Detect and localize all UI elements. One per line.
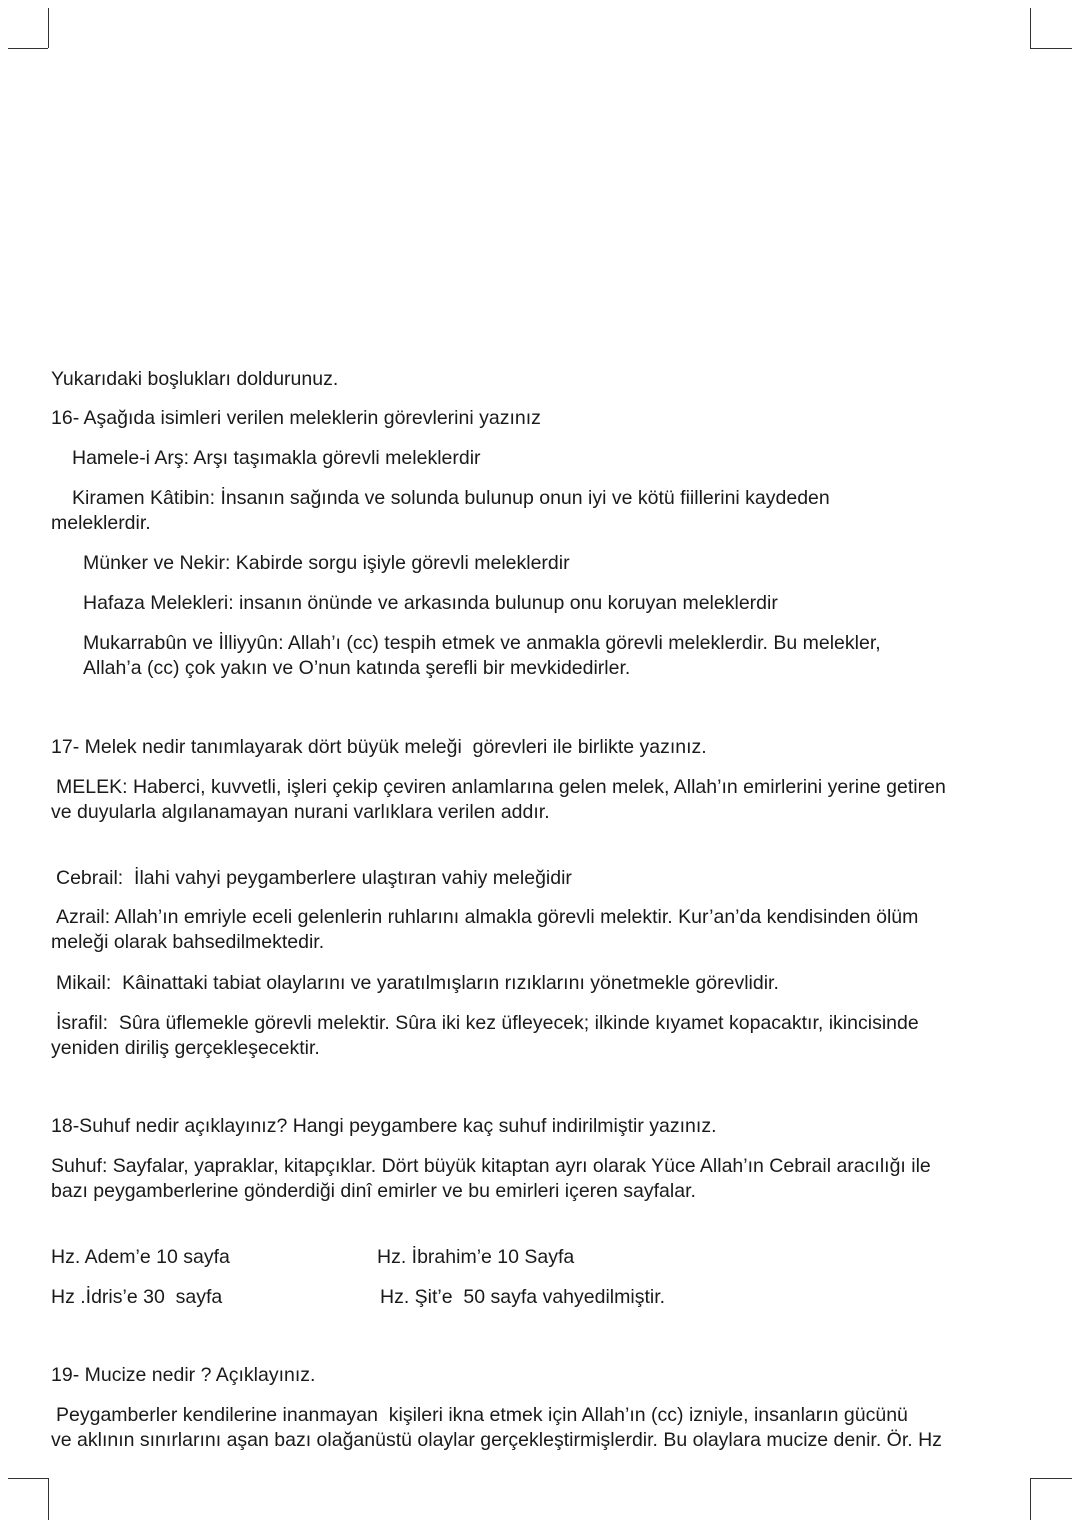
answer-mikail: Mikail: Kâinattaki tabiat olaylarını ve yaratılmışların rızıklarını yönetmekle görevlidir. [56, 972, 779, 994]
answer-melek-definition: MELEK: Haberci, kuvvetli, işleri çekip çeviren anlamlarına gelen melek, Allah’ın emirlerini yerine getiren [56, 776, 946, 798]
answer-hamele-i-ars: Hamele-i Arş: Arşı taşımakla görevli meleklerdir [72, 447, 481, 469]
answer-mucize: Peygamberler kendilerine inanmayan kişileri ikna etmek için Allah’ın (cc) izniyle, insanların gücünü [56, 1404, 908, 1426]
crop-mark-top-right [1030, 8, 1031, 48]
answer-mukarrabun: Mukarrabûn ve İlliyyûn: Allah’ı (cc) tespih etmek ve anmakla görevli meleklerdir. Bu melekler, [83, 632, 881, 654]
answer-israfil: İsrafil: Sûra üflemekle görevli melektir. Sûra iki kez üfleyecek; ilkinde kıyamet kopacaktır, ikincisinde [56, 1012, 919, 1034]
answer-kiramen-katibin-cont: meleklerdir. [51, 512, 151, 534]
crop-mark-top-left [48, 8, 49, 48]
question-18: 18-Suhuf nedir açıklayınız? Hangi peygambere kaç suhuf indirilmiştir yazınız. [51, 1115, 717, 1137]
answer-munker-nekir: Münker ve Nekir: Kabirde sorgu işiyle görevli meleklerdir [83, 552, 570, 574]
crop-mark-bottom-left [8, 1478, 48, 1479]
suhuf-sit: Hz. Şit’e 50 sayfa vahyedilmiştir. [380, 1286, 666, 1308]
question-17: 17- Melek nedir tanımlayarak dört büyük meleği görevleri ile birlikte yazınız. [51, 736, 707, 758]
answer-hafaza: Hafaza Melekleri: insanın önünde ve arkasında bulunup onu koruyan meleklerdir [83, 592, 778, 614]
answer-cebrail: Cebrail: İlahi vahyi peygamberlere ulaştıran vahiy meleğidir [56, 867, 572, 889]
answer-mukarrabun-cont: Allah’a (cc) çok yakın ve O’nun katında şerefli bir mevkidedirler. [83, 657, 631, 679]
crop-mark-top-right [1030, 48, 1072, 49]
suhuf-adem: Hz. Adem’e 10 sayfa [51, 1246, 230, 1268]
crop-mark-bottom-left [48, 1478, 49, 1520]
suhuf-ibrahim: Hz. İbrahim’e 10 Sayfa [377, 1246, 575, 1268]
answer-suhuf-definition: Suhuf: Sayfalar, yapraklar, kitapçıklar. Dört büyük kitaptan ayrı olarak Yüce Allah’ın Cebrail aracılığı ile [51, 1155, 931, 1177]
answer-kiramen-katibin: Kiramen Kâtibin: İnsanın sağında ve solunda bulunup onun iyi ve kötü fiillerini kaydeden [72, 487, 830, 509]
suhuf-idris: Hz .İdris’e 30 sayfa [51, 1286, 223, 1308]
crop-mark-top-left [8, 48, 48, 49]
crop-mark-bottom-right [1030, 1478, 1031, 1520]
question-16: 16- Aşağıda isimleri verilen meleklerin görevlerini yazınız [51, 407, 541, 429]
answer-melek-definition-cont: ve duyularla algılanamayan nurani varlıklara verilen addır. [51, 801, 550, 823]
question-19: 19- Mucize nedir ? Açıklayınız. [51, 1364, 316, 1386]
answer-israfil-cont: yeniden diriliş gerçekleşecektir. [51, 1037, 320, 1059]
crop-mark-bottom-right [1030, 1478, 1072, 1479]
answer-suhuf-definition-cont: bazı peygamberlerine gönderdiği dinî emirler ve bu emirleri içeren sayfalar. [51, 1180, 696, 1202]
answer-mucize-cont: ve aklının sınırlarını aşan bazı olağanüstü olaylar gerçekleştirmişlerdir. Bu olaylara mucize denir. Ör. Hz [51, 1429, 942, 1451]
instruction-text: Yukarıdaki boşlukları doldurunuz. [51, 368, 339, 390]
answer-azrail-cont: meleği olarak bahsedilmektedir. [51, 931, 325, 953]
answer-azrail: Azrail: Allah’ın emriyle eceli gelenlerin ruhlarını almakla görevli melektir. Kur’an’da kendisinden ölüm [56, 906, 919, 928]
